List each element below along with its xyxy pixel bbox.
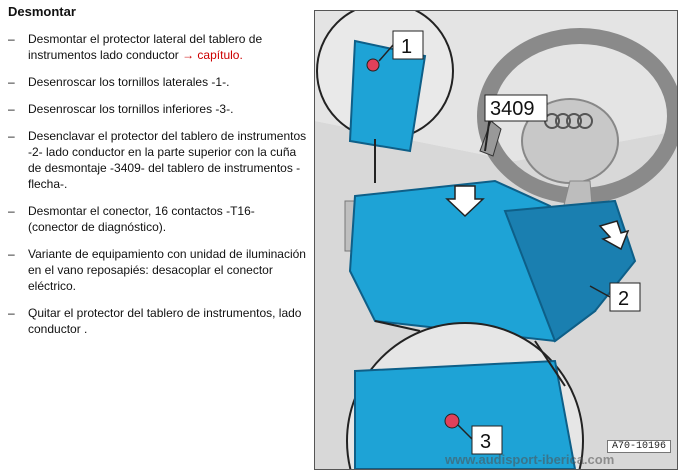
- steps-list: [8, 31, 308, 337]
- dashboard-illustration: [314, 10, 678, 470]
- step-item: [8, 203, 308, 235]
- step-item: [8, 128, 308, 192]
- callout-3-label: 3: [480, 431, 492, 453]
- bullet-dash: –: [8, 129, 15, 143]
- chapter-link[interactable]: → capítulo.: [182, 48, 243, 62]
- step-item: [8, 31, 308, 63]
- bullet-dash: –: [8, 32, 15, 46]
- bullet-dash: –: [8, 75, 15, 89]
- step-text: Desenroscar los tornillos laterales -1-.: [28, 75, 230, 89]
- step-item: [8, 246, 308, 294]
- figure-code: A70-10196: [607, 440, 671, 453]
- bolt-1: [367, 59, 379, 71]
- step-text: Quitar el protector del tablero de instrumentos, lado conductor .: [28, 306, 302, 336]
- instructions-column: [8, 4, 308, 348]
- bolt-3: [445, 414, 459, 428]
- callout-1-label: 1: [401, 36, 413, 58]
- step-text: Desmontar el conector, 16 contactos -T16- (conector de diagnóstico).: [28, 204, 255, 234]
- step-text: Desmontar el protector lateral del tablero de instrumentos lado conductor: [28, 32, 263, 62]
- bullet-dash: –: [8, 102, 15, 116]
- step-item: [8, 101, 308, 117]
- step-text: Desenroscar los tornillos inferiores -3-.: [28, 102, 234, 116]
- bullet-dash: –: [8, 306, 15, 320]
- step-text: Variante de equipamiento con unidad de iluminación en el vano reposapiés: desacoplar el conector eléctrico.: [28, 247, 306, 293]
- callout-3409-label: 3409: [490, 98, 535, 120]
- section-heading: Desmontar: [8, 4, 76, 19]
- callout-2-label: 2: [618, 288, 630, 310]
- step-item: [8, 305, 308, 337]
- step-text: Desenclavar el protector del tablero de instrumentos -2- lado conductor en la parte superior con la cuña de desmontaje -3409- del tablero de instrumentos -flecha-.: [28, 129, 307, 191]
- bullet-dash: –: [8, 204, 15, 218]
- watermark-text: www.audisport-iberica.com: [445, 452, 615, 467]
- bullet-dash: –: [8, 247, 15, 261]
- illustration-svg: [315, 11, 677, 469]
- step-item: [8, 74, 308, 90]
